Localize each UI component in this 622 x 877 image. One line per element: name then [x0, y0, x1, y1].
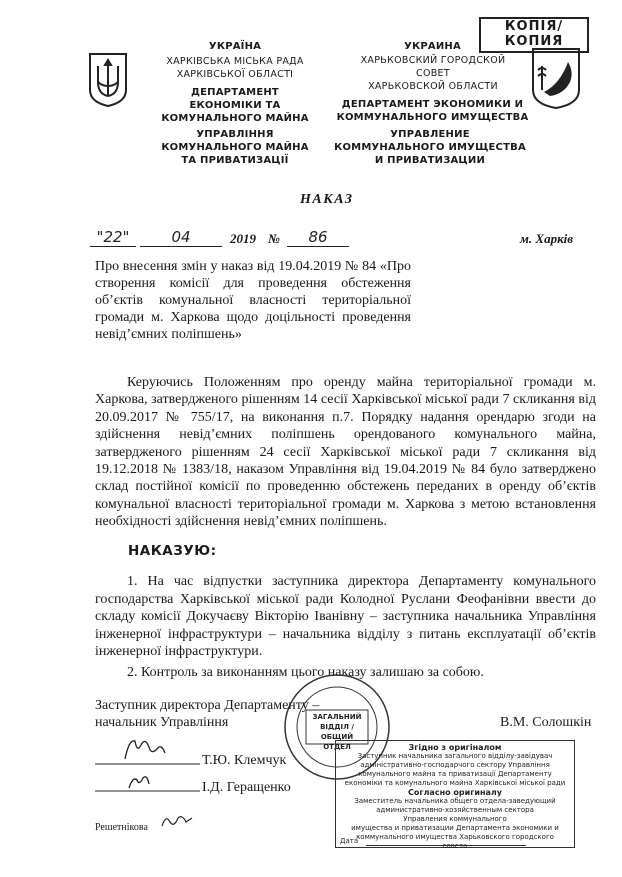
certification-text-ru: Заместитель начальника общего отдела-заведующий административно-хозяйственным сектора Управления коммунального имущества и приватизации Департамента экономики и коммунального имущества Харьковского городского совета — [351, 797, 559, 850]
certification-title: Згідно з оригіналом — [408, 743, 502, 752]
approver-name-1: Т.Ю. Клемчук — [202, 753, 287, 768]
left-header-department: ДЕПАРТАМЕНТ ЕКОНОМІКИ ТА КОМУНАЛЬНОГО МАЙНА — [161, 87, 309, 124]
right-header-department: ДЕПАРТАМЕНТ ЭКОНОМИКИ И КОММУНАЛЬНОГО ИМУЩЕСТВА — [336, 99, 529, 123]
body-text: Керуючись Положенням про оренду майна територіальної громади м. Харкова, затвердженого рішенням 14 сесії Харківської міської ради 7 скликання від 20.09.2017 № 755/17, на виконання п.7. Порядку надання орендарю згоди на здійснення невід’ємних поліпшень орендованого комунального майна, затвердженого рішенням 24 сесії Харківської міської ради 7 скликання від 19.12.2018 № 1383/18, наказом Управління від 19.04.2019 № 84 було затверджено склад постійної комісії по проведенню обстежень переданих в оренду об’єктів комунальної власності територіальної громади м. Харкова з метою встановлення необхідності здійснення невід’ємних поліпшень. — [95, 375, 596, 530]
date-month: 04 — [140, 228, 222, 247]
date-year: 2019 — [230, 231, 256, 246]
number-label: № — [268, 231, 280, 246]
order-number: 86 — [287, 228, 349, 247]
signatory-name: В.М. Солошкін — [500, 715, 592, 730]
date-day: "22" — [90, 228, 136, 247]
left-header-region: ХАРКІВСЬКОЇ ОБЛАСТІ — [176, 69, 294, 80]
order-item-1: 1. На час відпустки заступника директора Департаменту комунального господарства Харківської міської ради Колодної Руслани Феофанівни ввести до складу комісії Докучаєву Вікторію Іванівну – заступника начальника Управління інженерної інфраструктури – начальника відділу з питань експлуатації об’єктів інженерної інфраструктури. — [95, 574, 596, 659]
approver-name-2: І.Д. Геращенко — [202, 780, 291, 795]
order-item-2: 2. Контроль за виконанням цього наказу залишаю за собою. — [127, 665, 484, 680]
left-header-council: ХАРКІВСЬКА МІСЬКА РАДА — [166, 56, 304, 67]
order-word: НАКАЗУЮ: — [128, 543, 217, 559]
prepared-by-signature — [160, 812, 194, 830]
right-header-office: УПРАВЛЕНИЕ КОММУНАЛЬНОГО ИМУЩЕСТВА И ПРИВАТИЗАЦИИ — [334, 129, 526, 166]
round-stamp-text: ЗАГАЛЬНИЙ ВІДДІЛ / ОБЩИЙ ОТДЕЛ — [312, 713, 362, 751]
certification-date-line — [366, 845, 526, 846]
right-header-country: УКРАИНА — [404, 41, 461, 52]
left-header-country: УКРАЇНА — [208, 41, 262, 52]
right-header-region: ХАРЬКОВСКОЙ ОБЛАСТИ — [368, 81, 498, 92]
signatory-title-line1: Заступник директора Департаменту – — [95, 698, 320, 713]
right-header-council: ХАРЬКОВСКИЙ ГОРОДСКОЙ СОВЕТ — [360, 55, 506, 79]
city: м. Харків — [520, 231, 574, 246]
certification-title-ru: Согласно оригиналу — [408, 788, 502, 797]
document-title: НАКАЗ — [300, 192, 354, 207]
certification-date-label: Дата — [340, 837, 359, 845]
signatory-title-line2: начальник Управління — [95, 715, 229, 730]
approver-signature-2 — [95, 770, 200, 792]
approver-signature-1 — [95, 735, 200, 765]
copy-stamp: КОПІЯ/ КОПИЯ — [479, 17, 589, 53]
subject: Про внесення змін у наказ від 19.04.2019 № 84 «Про створення комісії для проведення обстеження об’єктів комунальної власності територіальної громади м. Харкова щодо доцільності проведення невід’ємних поліпшень» — [95, 259, 411, 342]
ukraine-trident-icon — [86, 50, 130, 108]
certification-stamp — [335, 740, 575, 848]
kharkiv-coat-of-arms-icon — [530, 46, 582, 110]
prepared-by: Решетнікова — [95, 822, 148, 833]
left-header-office: УПРАВЛІННЯ КОМУНАЛЬНОГО МАЙНА ТА ПРИВАТИЗАЦІЇ — [161, 129, 309, 166]
certification-text-uk: Заступник начальника загального відділу-завідувач адміністративно-господарчого сектору Управління комунального майна та приватизації Департаменту економіки та комунального майна Харківської міської ради — [344, 752, 566, 787]
